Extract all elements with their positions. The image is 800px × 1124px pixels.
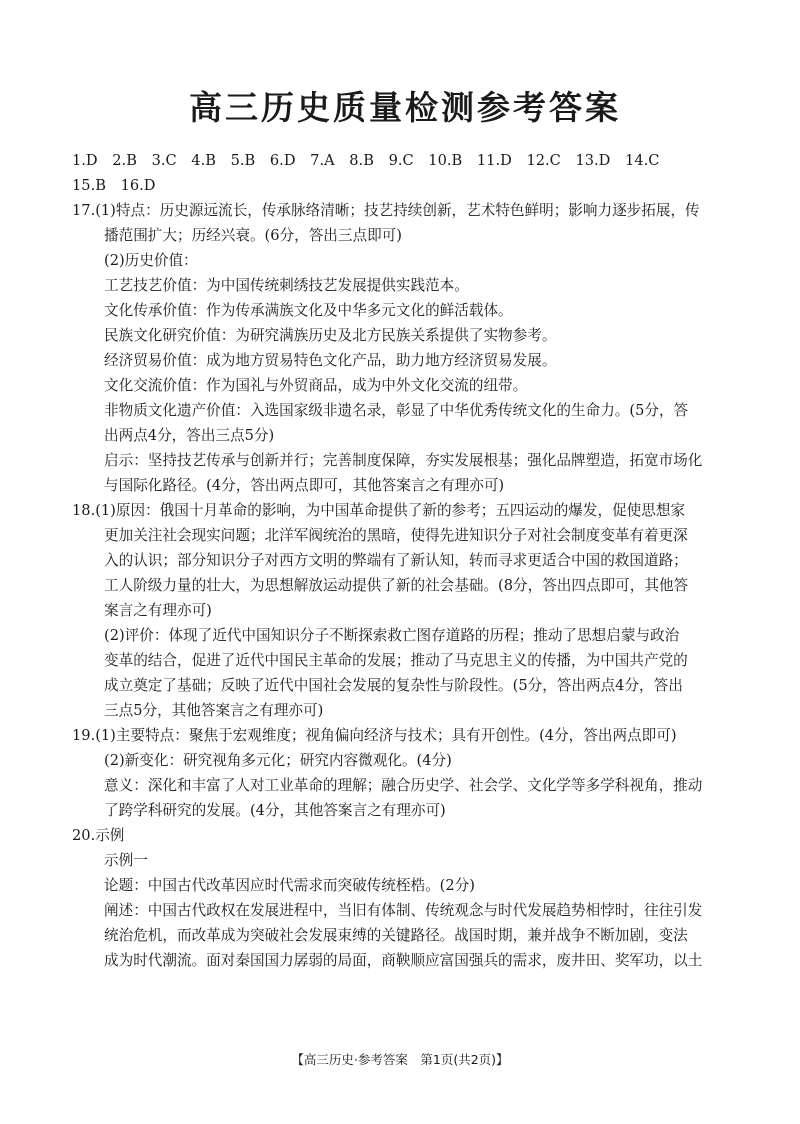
text-line: 20.示例	[72, 827, 125, 844]
text-line: 统治危机，而改革成为突破社会发展束缚的关键路径。战国时期，兼并战争不断加剧，变法	[104, 927, 688, 944]
answer-item: 6.D	[269, 152, 296, 169]
text-line: 成为时代潮流。面对秦国国力孱弱的局面，商鞅顺应富国强兵的需求，废井田、奖军功，以土	[104, 952, 703, 969]
text-line: 民族文化研究价值：为研究满族历史及北方民族关系提供了实物参考。	[104, 327, 557, 344]
answer-item: 15.B	[72, 177, 106, 194]
answer-item: 2.B	[112, 152, 137, 169]
text-line: 更加关注社会现实问题；北洋军阀统治的黑暗，使得先进知识分子对社会制度变革有着更深	[104, 527, 688, 544]
answer-item: 4.B	[191, 152, 216, 169]
answer-item: 8.B	[349, 152, 374, 169]
text-line: 入的认识；部分知识分子对西方文明的弊端有了新认知，转而寻求更适合中国的救国道路；	[104, 552, 688, 569]
answer-item: 14.C	[625, 152, 660, 169]
text-line: 论题：中国古代改革因应时代需求而突破传统桎梏。(2分)	[104, 877, 475, 894]
answer-item: 1.D	[72, 152, 98, 169]
text-line: 工艺技艺价值：为中国传统刺绣技艺发展提供实践范本。	[104, 277, 469, 294]
text-line: 文化交流价值：作为国礼与外贸商品，成为中外文化交流的纽带。	[104, 377, 528, 394]
answer-item: 11.D	[476, 152, 512, 169]
text-line: 阐述：中国古代政权在发展进程中，当旧有体制、传统观念与时代发展趋势相悖时，往往引发	[104, 902, 703, 919]
answer-item: 5.B	[230, 152, 256, 169]
text-line: 经济贸易价值：成为地方贸易特色文化产品，助力地方经济贸易发展。	[104, 352, 557, 369]
text-line: (2)评价：体现了近代中国知识分子不断探索救亡图存道路的历程；推动了思想启蒙与政治	[104, 627, 680, 644]
text-line: 17.(1)特点：历史源远流长，传承脉络清晰；技艺持续创新，艺术特色鲜明；影响力逐步拓展，传	[72, 202, 700, 219]
text-line: 启示：坚持技艺传承与创新并行；完善制度保障，夯实发展根基；强化品牌塑造，拓宽市场化	[104, 452, 703, 469]
answer-item: 7.A	[310, 152, 335, 169]
text-line: 播范围扩大；历经兴衰。(6分，答出三点即可)	[104, 227, 402, 244]
text-line: (2)新变化：研究视角多元化；研究内容微观化。(4分)	[104, 752, 452, 769]
text-line: 变革的结合，促进了近代中国民主革命的发展；推动了马克思主义的传播，为中国共产党的	[104, 652, 688, 669]
answer-row-2	[72, 173, 738, 198]
text-line: 工人阶级力量的壮大，为思想解放运动提供了新的社会基础。(8分，答出四点即可，其他答	[104, 577, 689, 594]
text-line: 18.(1)原因：俄国十月革命的影响，为中国革命提供了新的参考；五四运动的爆发，促使思想家	[72, 502, 686, 519]
text-line: (2)历史价值：	[104, 252, 198, 269]
answer-item: 16.D	[120, 177, 156, 194]
question-20	[72, 823, 738, 973]
text-line: 成立奠定了基础；反映了近代中国社会发展的复杂性与阶段性。(5分，答出两点4分，答出	[104, 677, 683, 694]
text-line: 与国际化路径。(4分，答出两点即可，其他答案言之有理亦可)	[104, 477, 505, 494]
text-line: 三点5分，其他答案言之有理亦可)	[104, 702, 324, 719]
answer-item: 13.D	[575, 152, 611, 169]
text-line: 非物质文化遗产价值：入选国家级非遗名录，彰显了中华优秀传统文化的生命力。(5分，答	[104, 402, 689, 419]
answer-item: 9.C	[388, 152, 414, 169]
answer-row-1	[72, 148, 738, 173]
text-line: 出两点4分，答出三点5分)	[104, 427, 275, 444]
question-17	[72, 198, 738, 498]
text-line: 意义：深化和丰富了人对工业革命的理解；融合历史学、社会学、文化学等多学科视角，推动	[104, 777, 703, 794]
answer-item: 3.C	[151, 152, 177, 169]
text-line: 示例一	[104, 852, 148, 869]
text-line: 19.(1)主要特点：聚焦于宏观维度；视角偏向经济与技术；具有开创性。(4分，答出两点即可)	[72, 727, 677, 744]
answer-item: 10.B	[428, 152, 463, 169]
page-footer: 【高三历史·参考答案 第1页(共2页)】	[291, 1052, 509, 1067]
question-18	[72, 498, 738, 723]
text-line: 了跨学科研究的发展。(4分，其他答案言之有理亦可)	[104, 802, 446, 819]
question-19	[72, 723, 738, 823]
page-title: 高三历史质量检测参考答案	[189, 88, 621, 127]
text-line: 文化传承价值：作为传承满族文化及中华多元文化的鲜活载体。	[104, 302, 513, 319]
text-line: 案言之有理亦可)	[104, 602, 212, 619]
answer-item: 12.C	[526, 152, 561, 169]
